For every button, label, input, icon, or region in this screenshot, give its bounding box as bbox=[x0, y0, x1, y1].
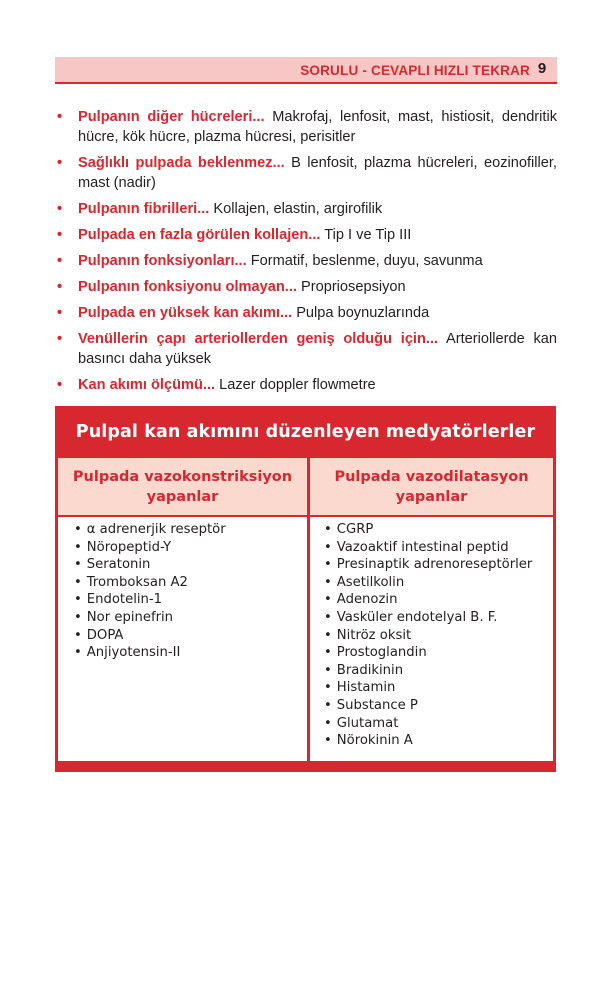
list-item bbox=[324, 715, 553, 733]
bullet-icon: • bbox=[324, 715, 332, 731]
list-item bbox=[324, 574, 553, 592]
list-item bbox=[324, 662, 553, 680]
bullet-icon: • bbox=[57, 201, 63, 217]
bullet-term: Pulpanın fibrilleri... bbox=[78, 201, 210, 217]
bullet-text: Tip I ve Tip III bbox=[320, 227, 412, 243]
list-item bbox=[324, 644, 553, 662]
vasodilation-list bbox=[324, 521, 553, 750]
list-item bbox=[74, 609, 307, 627]
bullet-icon: • bbox=[74, 627, 82, 643]
mediator-name: Anjiyotensin-II bbox=[86, 645, 181, 661]
list-item bbox=[74, 591, 307, 609]
list-item bbox=[55, 303, 557, 323]
mediator-name: Nöropeptid-Y bbox=[86, 539, 172, 555]
mediator-name: α adrenerjik reseptör bbox=[86, 522, 226, 537]
bullet-icon: • bbox=[74, 557, 82, 573]
list-item bbox=[74, 539, 307, 557]
mediator-name: Endotelin-1 bbox=[86, 592, 163, 608]
vasoconstriction-header: Pulpada vazokonstriksiyon yapanlar bbox=[58, 458, 307, 515]
bullet-text: Propriosepsiyon bbox=[296, 279, 406, 295]
bullet-icon: • bbox=[57, 227, 63, 243]
mediator-name: Prostoglandin bbox=[336, 645, 427, 661]
bullet-icon: • bbox=[57, 155, 63, 171]
bullet-icon: • bbox=[324, 592, 332, 608]
list-item bbox=[324, 521, 553, 539]
mediator-name: CGRP bbox=[336, 522, 374, 537]
list-item bbox=[74, 627, 307, 645]
bullet-icon: • bbox=[324, 574, 332, 590]
mediator-name: Nor epinefrin bbox=[86, 609, 174, 625]
list-item bbox=[324, 697, 553, 715]
bullet-icon: • bbox=[74, 645, 82, 661]
bullet-icon: • bbox=[324, 680, 332, 696]
bullet-icon: • bbox=[57, 305, 63, 321]
running-header bbox=[55, 57, 557, 84]
bullet-term: Pulpada en yüksek kan akımı... bbox=[78, 305, 293, 321]
bullet-icon: • bbox=[57, 331, 63, 347]
vasodilation-header: Pulpada vazodilatasyon yapanlar bbox=[310, 458, 553, 515]
mediator-name: Glutamat bbox=[336, 715, 399, 731]
mediator-name: Asetilkolin bbox=[336, 574, 405, 590]
bullet-text: Makrofaj, lenfosit, mast, histiosit, dendritik hücre, kök hücre, plazma hücresi, perisitler bbox=[78, 109, 558, 145]
bullet-icon: • bbox=[74, 539, 82, 555]
list-item bbox=[324, 556, 553, 574]
list-item bbox=[324, 679, 553, 697]
list-item bbox=[55, 199, 557, 219]
bullet-list bbox=[55, 107, 557, 401]
header-divider bbox=[55, 82, 557, 84]
list-item bbox=[324, 609, 553, 627]
header-title: SORULU - CEVAPLI HIZLI TEKRAR bbox=[300, 63, 530, 78]
mediator-name: Nitröz oksit bbox=[336, 627, 412, 643]
list-item bbox=[324, 732, 553, 750]
bullet-icon: • bbox=[324, 662, 332, 678]
mediators-table bbox=[55, 406, 556, 772]
mediator-name: Vasküler endotelyal B. F. bbox=[336, 609, 498, 625]
mediator-name: Tromboksan A2 bbox=[86, 574, 188, 590]
list-item bbox=[55, 225, 557, 245]
list-item bbox=[55, 153, 557, 193]
mediator-name: Adenozin bbox=[336, 592, 398, 608]
vasoconstriction-column bbox=[58, 517, 307, 761]
bullet-term: Pulpanın fonksiyonu olmayan... bbox=[78, 279, 297, 295]
bullet-icon: • bbox=[324, 557, 332, 573]
bullet-text: Formatif, beslenme, duyu, savunma bbox=[246, 253, 483, 269]
bullet-text: Pulpa boynuzlarında bbox=[292, 305, 430, 321]
bullet-icon: • bbox=[324, 697, 332, 713]
page-number: 9 bbox=[537, 60, 547, 77]
bullet-text: Kollajen, elastin, argirofilik bbox=[209, 201, 383, 217]
bullet-icon: • bbox=[324, 522, 332, 537]
bullet-text: Lazer doppler flowmetre bbox=[215, 377, 376, 393]
mediator-name: Vazoaktif intestinal peptid bbox=[336, 539, 509, 555]
mediator-name: DOPA bbox=[86, 627, 124, 643]
bullet-icon: • bbox=[74, 574, 82, 590]
bullet-term: Sağlıklı pulpada beklenmez... bbox=[78, 155, 285, 171]
bullet-icon: • bbox=[57, 109, 63, 125]
bullet-icon: • bbox=[57, 279, 63, 295]
bullet-text: Arteriollerde kan basıncı daha yüksek bbox=[78, 331, 557, 367]
bullet-icon: • bbox=[324, 645, 332, 661]
list-item bbox=[74, 556, 307, 574]
bullet-icon: • bbox=[74, 522, 82, 537]
bullet-term: Kan akımı ölçümü... bbox=[78, 377, 216, 393]
table-title: Pulpal kan akımını düzenleyen medyatörlerler bbox=[75, 422, 536, 442]
bullet-icon: • bbox=[74, 609, 82, 625]
bullet-icon: • bbox=[57, 253, 63, 269]
bullet-term: Pulpanın diğer hücreleri... bbox=[78, 109, 265, 125]
mediator-name: Seratonin bbox=[86, 557, 151, 573]
mediator-name: Nörokinin A bbox=[336, 733, 413, 749]
bullet-icon: • bbox=[57, 377, 63, 393]
bullet-term: Pulpada en fazla görülen kollajen... bbox=[78, 227, 321, 243]
bullet-icon: • bbox=[324, 627, 332, 643]
vasodilation-column bbox=[310, 517, 553, 761]
vasoconstriction-list bbox=[74, 521, 307, 662]
mediator-name: Presinaptik adrenoreseptörler bbox=[336, 557, 533, 573]
list-item bbox=[55, 107, 557, 147]
bullet-icon: • bbox=[324, 609, 332, 625]
list-item bbox=[324, 591, 553, 609]
list-item bbox=[324, 627, 553, 645]
bullet-icon: • bbox=[74, 592, 82, 608]
list-item bbox=[55, 277, 557, 297]
list-item bbox=[55, 375, 557, 395]
bullet-icon: • bbox=[324, 733, 332, 749]
mediator-name: Bradikinin bbox=[336, 662, 404, 678]
bullet-icon: • bbox=[324, 539, 332, 555]
mediator-name: Histamin bbox=[336, 680, 396, 696]
list-item bbox=[74, 521, 307, 539]
list-item bbox=[55, 329, 557, 369]
mediator-name: Substance P bbox=[336, 697, 418, 713]
bullet-text: B lenfosit, plazma hücreleri, eozinofiller, mast (nadir) bbox=[78, 155, 557, 191]
bullet-term: Pulpanın fonksiyonları... bbox=[78, 253, 247, 269]
list-item bbox=[55, 251, 557, 271]
bullet-term: Venüllerin çapı arteriollerden geniş olduğu için... bbox=[78, 331, 439, 347]
list-item bbox=[74, 644, 307, 662]
list-item bbox=[74, 574, 307, 592]
list-item bbox=[324, 539, 553, 557]
